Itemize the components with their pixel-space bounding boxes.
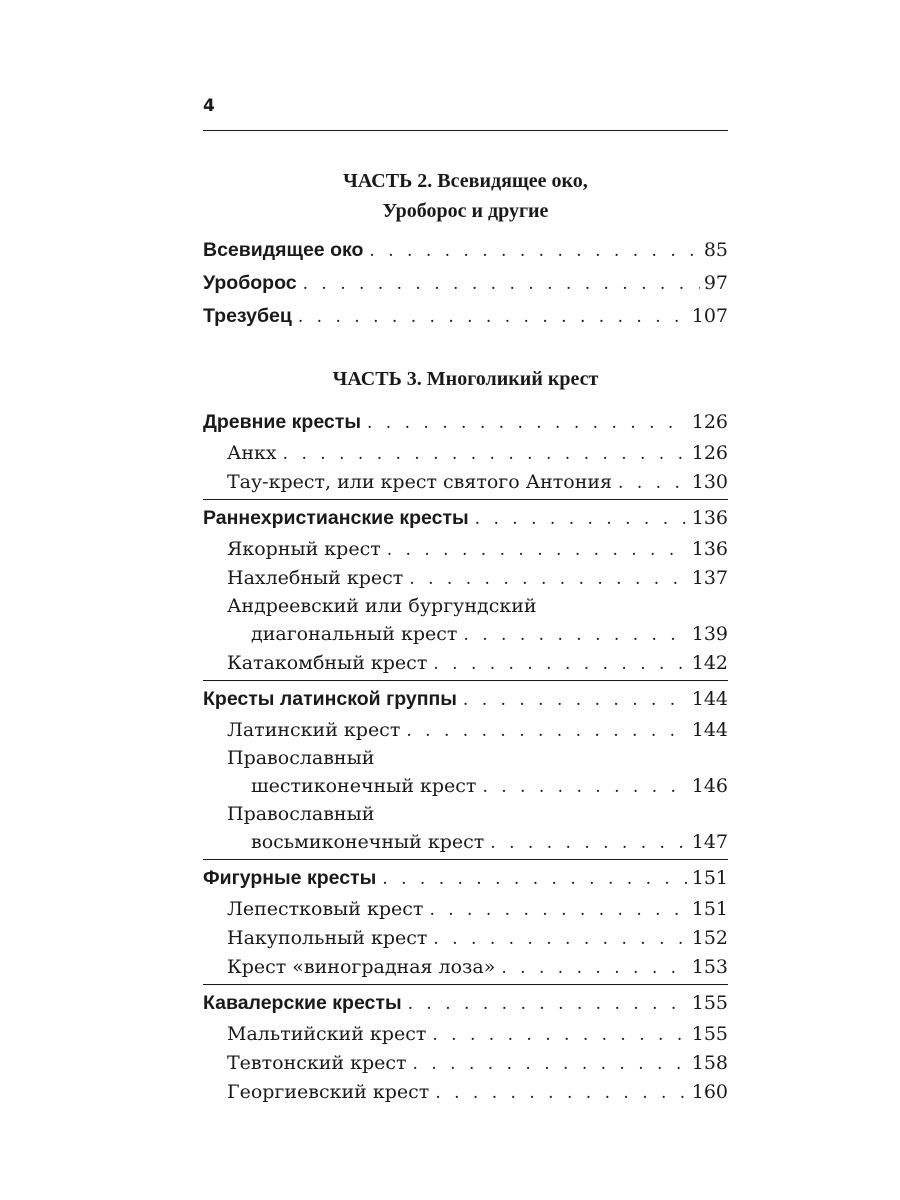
toc-entry-title: Накупольный крест xyxy=(227,927,428,949)
toc-entry-page: 139 xyxy=(691,623,728,645)
toc-entry-title: шестиконечный крест xyxy=(251,775,477,797)
toc-section[interactable] xyxy=(203,683,728,716)
toc-section[interactable] xyxy=(203,987,728,1020)
toc-entry[interactable] xyxy=(203,564,728,593)
toc-entry-multiline[interactable] xyxy=(203,801,728,857)
toc-entry[interactable] xyxy=(203,895,728,924)
toc-section[interactable] xyxy=(203,502,728,535)
toc-section-title: Фигурные кресты xyxy=(203,867,377,889)
toc-entry[interactable] xyxy=(203,535,728,564)
toc-entry-title: Анкх xyxy=(227,442,277,464)
toc-entry[interactable] xyxy=(203,924,728,953)
dot-leader xyxy=(387,536,688,564)
toc-entry[interactable] xyxy=(203,1049,728,1078)
dot-leader xyxy=(408,988,688,1020)
toc-entry-page: 147 xyxy=(691,831,728,853)
dot-leader xyxy=(409,565,687,593)
toc-entry-page: 153 xyxy=(691,956,728,978)
part-2-heading-line-2: Уроборос и другие xyxy=(382,200,549,222)
part-3-toc xyxy=(203,406,728,1107)
toc-entry-page: 126 xyxy=(691,442,728,464)
toc-entry-page: 160 xyxy=(691,1081,728,1103)
toc-entry-page: 136 xyxy=(691,538,728,560)
dot-leader xyxy=(618,469,688,497)
toc-entry[interactable] xyxy=(203,439,728,468)
toc-section-title: Кресты латинской группы xyxy=(203,688,457,710)
toc-entry-title: восьмиконечный крест xyxy=(251,831,485,853)
dot-leader xyxy=(429,896,687,924)
toc-entry[interactable] xyxy=(203,267,728,300)
toc-entry-title: Мальтийский крест xyxy=(227,1023,427,1045)
toc-entry-title-line-1: Андреевский или бургундский xyxy=(227,595,537,617)
dot-leader xyxy=(433,925,687,953)
toc-entry[interactable] xyxy=(203,953,728,982)
toc-entry-title-line-1: Православный xyxy=(227,803,375,825)
toc-section-page: 151 xyxy=(691,867,728,889)
toc-entry[interactable] xyxy=(203,468,728,497)
toc-entry-page: 151 xyxy=(691,898,728,920)
toc-section-page: 126 xyxy=(691,411,728,433)
toc-entry-page: 144 xyxy=(691,719,728,741)
toc-entry-page: 107 xyxy=(691,305,728,327)
dot-leader xyxy=(298,301,688,333)
toc-entry-last-line xyxy=(227,828,728,857)
dot-leader xyxy=(382,863,687,895)
toc-section-title: Древние кресты xyxy=(203,411,361,433)
header-rule xyxy=(203,130,728,131)
section-divider xyxy=(203,680,728,681)
dot-leader xyxy=(463,621,687,649)
part-2-heading-line-1: ЧАСТЬ 2. Всевидящее око, xyxy=(343,170,588,192)
part-3-heading-text: ЧАСТЬ 3. Многоликий крест xyxy=(332,368,599,390)
toc-entry-title: Якорный крест xyxy=(227,538,381,560)
toc-entry-title: Латинский крест xyxy=(227,719,401,741)
toc-entry-title: Уроборос xyxy=(203,272,297,294)
dot-leader xyxy=(283,440,688,468)
toc-entry-title: Георгиевский крест xyxy=(227,1081,430,1103)
section-divider xyxy=(203,984,728,985)
part-2-toc xyxy=(203,234,728,333)
toc-section[interactable] xyxy=(203,862,728,895)
toc-section-page: 136 xyxy=(691,507,728,529)
toc-entry-title: Трезубец xyxy=(203,305,292,327)
toc-entry[interactable] xyxy=(203,234,728,267)
dot-leader xyxy=(463,684,688,716)
toc-entry-title: Нахлебный крест xyxy=(227,567,404,589)
toc-section-page: 155 xyxy=(691,992,728,1014)
toc-entry-page: 146 xyxy=(691,775,728,797)
toc-section-title: Раннехристианские кресты xyxy=(203,507,469,529)
toc-entry[interactable] xyxy=(203,1020,728,1049)
toc-entry-title: Крест «виноградная лоза» xyxy=(227,956,496,978)
toc-entry-multiline[interactable] xyxy=(203,745,728,801)
toc-entry[interactable] xyxy=(203,649,728,678)
toc-entry[interactable] xyxy=(203,300,728,333)
dot-leader xyxy=(501,954,687,982)
dot-leader xyxy=(367,407,688,439)
toc-section[interactable] xyxy=(203,406,728,439)
toc-entry-page: 155 xyxy=(691,1023,728,1045)
toc-entry-last-line xyxy=(227,772,728,801)
toc-entry[interactable] xyxy=(203,1078,728,1107)
part-3-heading xyxy=(203,364,728,394)
dot-leader xyxy=(369,235,699,267)
toc-entry-page: 142 xyxy=(691,652,728,674)
section-divider xyxy=(203,859,728,860)
toc-entry-title: Катакомбный крест xyxy=(227,652,428,674)
toc-section-page: 144 xyxy=(691,688,728,710)
toc-entry-title-line-1: Православный xyxy=(227,747,375,769)
toc-entry-title: Тау-крест, или крест святого Антония xyxy=(227,471,613,493)
dot-leader xyxy=(433,650,687,678)
dot-leader xyxy=(303,268,700,300)
toc-entry-page: 158 xyxy=(691,1052,728,1074)
toc-entry-title: Всевидящее око xyxy=(203,239,364,261)
dot-leader xyxy=(413,1050,688,1078)
part-2-heading xyxy=(203,166,728,226)
toc-entry[interactable] xyxy=(203,716,728,745)
dot-leader xyxy=(490,829,687,857)
page-number: 4 xyxy=(203,96,215,116)
dot-leader xyxy=(432,1021,687,1049)
toc-entry-page: 152 xyxy=(691,927,728,949)
toc-entry-last-line xyxy=(227,620,728,649)
dot-leader xyxy=(475,503,688,535)
dot-leader xyxy=(406,717,687,745)
toc-entry-title: Лепестковый крест xyxy=(227,898,424,920)
toc-entry-title: диагональный крест xyxy=(251,623,458,645)
toc-entry-multiline[interactable] xyxy=(203,593,728,649)
toc-entry-page: 85 xyxy=(703,239,728,261)
toc-entry-page: 97 xyxy=(703,272,728,294)
toc-entry-page: 137 xyxy=(691,567,728,589)
dot-leader xyxy=(482,773,687,801)
toc-entry-page: 130 xyxy=(691,471,728,493)
dot-leader xyxy=(435,1079,687,1107)
section-divider xyxy=(203,499,728,500)
toc-entry-title: Тевтонский крест xyxy=(227,1052,407,1074)
toc-section-title: Кавалерские кресты xyxy=(203,992,402,1014)
